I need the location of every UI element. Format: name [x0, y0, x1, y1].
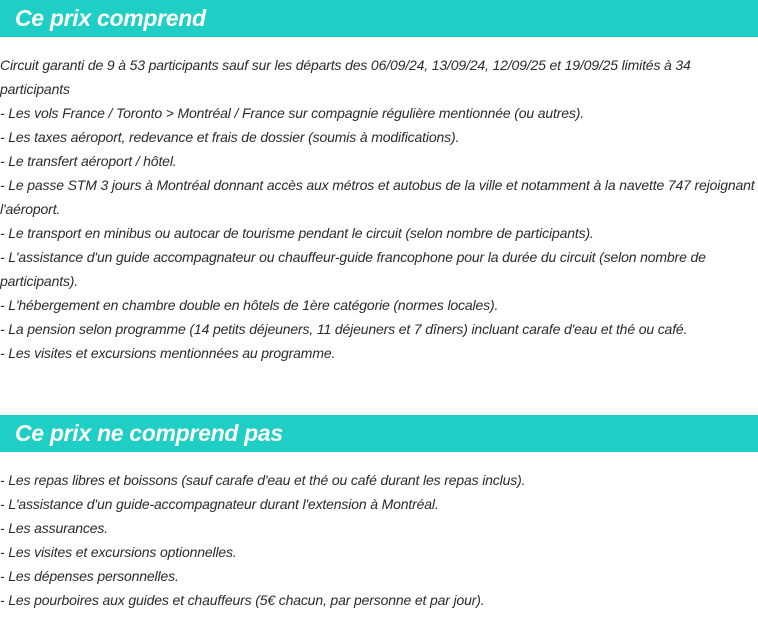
included-item: - Les taxes aéroport, redevance et frais de dossier (soumis à modifications). [0, 129, 460, 145]
excluded-list [0, 452, 758, 612]
included-title: Ce prix comprend [15, 5, 206, 31]
excluded-item: - Les dépenses personnelles. [0, 568, 179, 584]
excluded-item: - L'assistance d'un guide-accompagnateur durant l'extension à Montréal. [0, 496, 439, 512]
included-item: Circuit garanti de 9 à 53 participants sauf sur les départs des 06/09/24, 13/09/24, 12/09/25 et 19/09/25 limités à 34 participants [0, 57, 691, 97]
included-item: - La pension selon programme (14 petits déjeuners, 11 déjeuners et 7 dîners) incluant carafe d'eau et thé ou café. [0, 321, 688, 337]
included-list [0, 37, 758, 365]
excluded-header-bar [0, 415, 758, 452]
included-item: - L'assistance d'un guide accompagnateur ou chauffeur-guide francophone pour la durée du circuit (selon nombre de participants). [0, 249, 706, 289]
included-item: - Le transfert aéroport / hôtel. [0, 153, 177, 169]
excluded-item: - Les repas libres et boissons (sauf carafe d'eau et thé ou café durant les repas inclus). [0, 472, 526, 488]
excluded-item: - Les pourboires aux guides et chauffeurs (5€ chacun, par personne et par jour). [0, 592, 485, 608]
excluded-section [0, 415, 758, 612]
included-item: - Le transport en minibus ou autocar de tourisme pendant le circuit (selon nombre de participants). [0, 225, 594, 241]
excluded-item: - Les visites et excursions optionnelles. [0, 544, 237, 560]
excluded-item: - Les assurances. [0, 520, 108, 536]
included-item: - Le passe STM 3 jours à Montréal donnant accès aux métros et autobus de la ville et notamment à la navette 747 rejoignant l'aéroport. [0, 177, 755, 217]
included-item: - L'hébergement en chambre double en hôtels de 1ère catégorie (normes locales). [0, 297, 499, 313]
included-item: - Les vols France / Toronto > Montréal / France sur compagnie régulière mentionnée (ou autres). [0, 105, 585, 121]
included-item: - Les visites et excursions mentionnées au programme. [0, 345, 336, 361]
included-header-bar [0, 0, 758, 37]
excluded-title: Ce prix ne comprend pas [15, 420, 283, 446]
